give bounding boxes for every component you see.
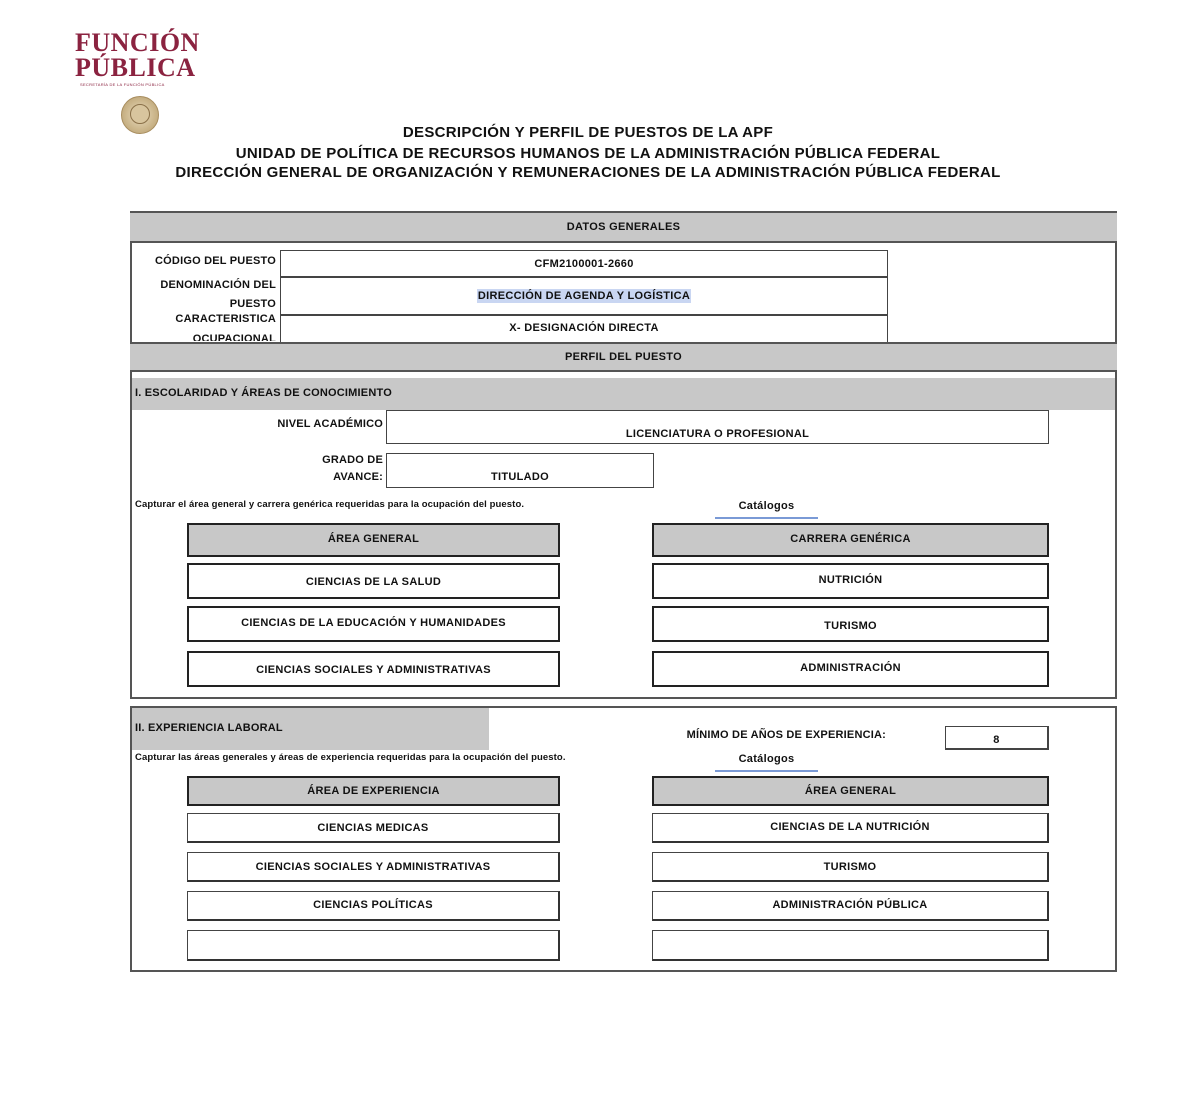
escolaridad-note: Capturar el área general y carrera genérica requeridas para la ocupación del puesto. <box>135 499 525 510</box>
caracteristica-label-clip <box>135 330 276 341</box>
grado-label-2: AVANCE: <box>333 471 383 483</box>
logo-line-1: FUNCIÓN <box>75 28 200 57</box>
escolaridad-catalogos-link[interactable]: Catálogos <box>715 498 818 519</box>
caracteristica-label-2: OCUPACIONAL <box>192 333 276 341</box>
area-general-cell[interactable]: TURISMO <box>652 852 1049 882</box>
carrera-generica-header: CARRERA GENÉRICA <box>652 523 1049 557</box>
logo-subtitle: SECRETARÍA DE LA FUNCIÓN PÚBLICA <box>80 82 165 87</box>
area-general-cell[interactable]: CIENCIAS SOCIALES Y ADMINISTRATIVAS <box>187 651 560 687</box>
area-experiencia-cell[interactable] <box>187 930 560 961</box>
area-general-cell[interactable]: CIENCIAS DE LA SALUD <box>187 563 560 599</box>
denominacion-label-2: PUESTO <box>229 298 276 310</box>
area-general-cell[interactable]: CIENCIAS DE LA EDUCACIÓN Y HUMANIDADES <box>187 606 560 642</box>
datos-generales-header: DATOS GENERALES <box>130 211 1117 243</box>
codigo-label: CÓDIGO DEL PUESTO <box>155 255 276 267</box>
caracteristica-label-1: CARACTERISTICA <box>175 313 276 325</box>
header-subtitle-2: DIRECCIÓN GENERAL DE ORGANIZACIÓN Y REMUNERACIONES DE LA ADMINISTRACIÓN PÚBLICA FEDERAL <box>175 164 1001 181</box>
carrera-generica-cell[interactable]: TURISMO <box>652 606 1049 642</box>
denominacion-label-1: DENOMINACIÓN DEL <box>160 279 276 291</box>
area-experiencia-cell[interactable]: CIENCIAS MEDICAS <box>187 813 560 843</box>
denominacion-value: DIRECCIÓN DE AGENDA Y LOGÍSTICA <box>477 290 691 302</box>
logo-line-2: PÚBLICA <box>75 53 196 82</box>
header-subtitle-1: UNIDAD DE POLÍTICA DE RECURSOS HUMANOS DE LA ADMINISTRACIÓN PÚBLICA FEDERAL <box>235 145 941 162</box>
grado-field[interactable]: TITULADO <box>386 453 654 488</box>
experiencia-catalogos-link[interactable]: Catálogos <box>715 751 818 772</box>
area-experiencia-cell[interactable]: CIENCIAS POLÍTICAS <box>187 891 560 921</box>
minimo-label: MÍNIMO DE AÑOS DE EXPERIENCIA: <box>686 729 886 741</box>
denominacion-field[interactable] <box>280 277 888 315</box>
area-general-header: ÁREA GENERAL <box>187 523 560 557</box>
area-experiencia-cell[interactable]: CIENCIAS SOCIALES Y ADMINISTRATIVAS <box>187 852 560 882</box>
nivel-label: NIVEL ACADÉMICO <box>277 418 383 430</box>
escolaridad-header: I. ESCOLARIDAD Y ÁREAS DE CONOCIMIENTO <box>132 378 1115 410</box>
carrera-generica-cell[interactable]: NUTRICIÓN <box>652 563 1049 599</box>
area-general-header: ÁREA GENERAL <box>652 776 1049 806</box>
minimo-field[interactable]: 8 <box>945 726 1049 750</box>
area-general-cell[interactable]: ADMINISTRACIÓN PÚBLICA <box>652 891 1049 921</box>
carrera-generica-cell[interactable]: ADMINISTRACIÓN <box>652 651 1049 687</box>
perfil-header: PERFIL DEL PUESTO <box>130 342 1117 372</box>
header-title: DESCRIPCIÓN Y PERFIL DE PUESTOS DE LA APF <box>402 124 774 141</box>
nivel-field[interactable]: LICENCIATURA O PROFESIONAL <box>386 410 1049 444</box>
area-general-cell[interactable] <box>652 930 1049 961</box>
experiencia-header: II. EXPERIENCIA LABORAL <box>132 708 489 750</box>
seal-eagle-icon <box>130 104 150 124</box>
grado-label-1: GRADO DE <box>322 454 383 466</box>
experiencia-note: Capturar las áreas generales y áreas de experiencia requeridas para la ocupación del puesto. <box>135 752 566 763</box>
caracteristica-field[interactable]: X- DESIGNACIÓN DIRECTA <box>280 315 888 343</box>
area-experiencia-header: ÁREA DE EXPERIENCIA <box>187 776 560 806</box>
area-general-cell[interactable]: CIENCIAS DE LA NUTRICIÓN <box>652 813 1049 843</box>
codigo-field[interactable]: CFM2100001-2660 <box>280 250 888 277</box>
